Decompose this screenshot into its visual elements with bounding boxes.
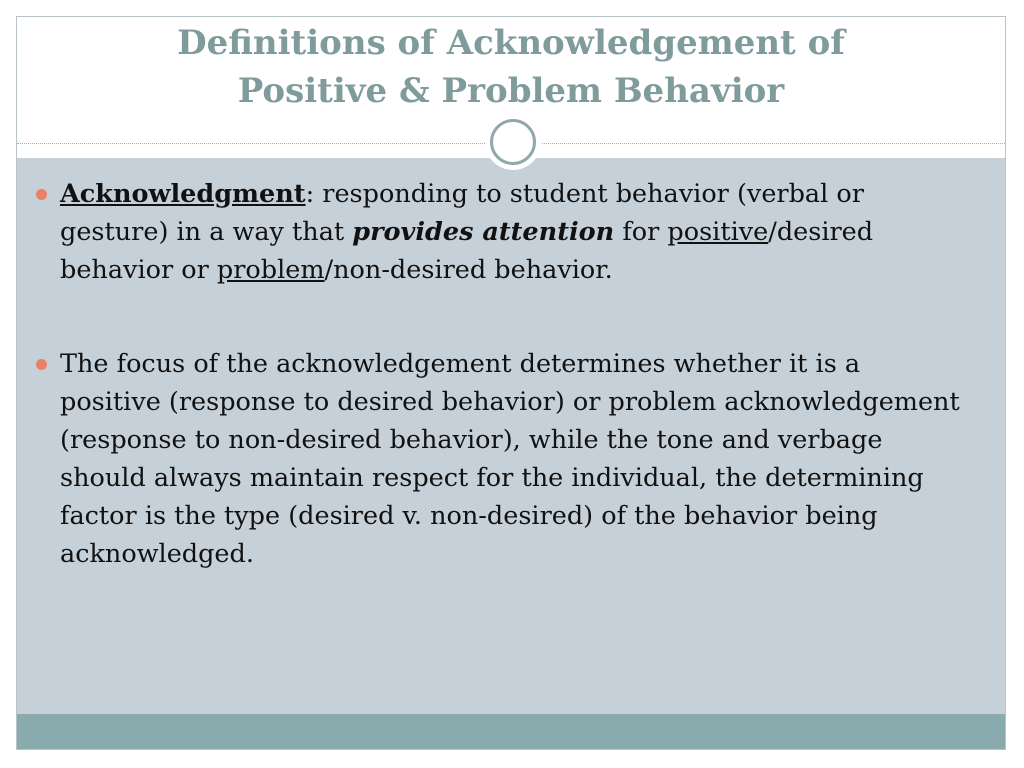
underlined-problem: problem (216, 255, 325, 285)
slide-title-line-1: Definitions of Acknowledgement of (177, 23, 845, 63)
focus-text: The focus of the acknowledgement determines whether it is a positive (response to desired behavior) or problem acknowledgement (response to non-desired behavior), while the tone and verbage should always maintain respect for the individual, the determining factor is the type (desired v. non-desired) of the behavior being acknowledged. (60, 349, 960, 569)
underlined-positive: positive (667, 217, 769, 247)
bullet-item-acknowledgment (36, 175, 961, 289)
for-text: for (614, 217, 668, 247)
bullet-item-focus (36, 345, 961, 573)
slide-title-line-2: Positive & Problem Behavior (237, 71, 785, 111)
middle-text: /desired behavior or (60, 217, 874, 285)
ring-ornament-inner (490, 119, 536, 165)
end-text: /non-desired behavior. (324, 255, 613, 285)
circle-bullet-icon (36, 359, 47, 370)
ring-ornament-icon (485, 114, 541, 170)
definition-text: : responding to student behavior (verbal or gesture) in a way that (60, 179, 864, 247)
emphasis-provides-attention: provides attention (352, 217, 615, 247)
bullet-list (36, 175, 961, 573)
circle-bullet-icon (36, 189, 47, 200)
term-acknowledgment: Acknowledgment (60, 179, 306, 209)
slide-title (17, 17, 1005, 115)
footer-bar (17, 714, 1005, 749)
